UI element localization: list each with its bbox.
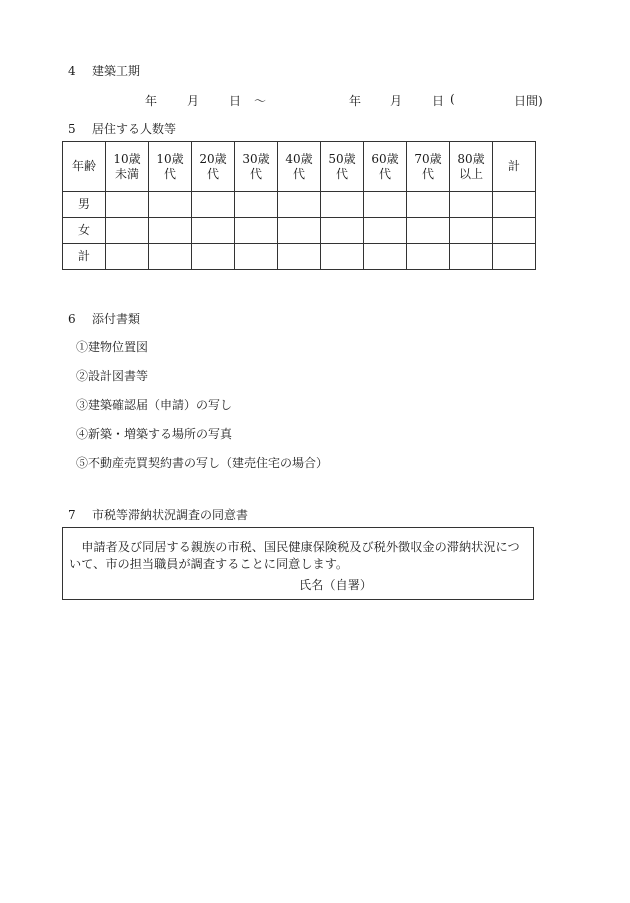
count-cell[interactable] <box>450 192 493 218</box>
header-text: 未満 <box>114 166 139 181</box>
table-row <box>63 218 536 244</box>
header-text: 代 <box>163 166 176 181</box>
start-year-label: 年 <box>145 94 158 108</box>
header-text: 70歳 <box>414 151 442 166</box>
section5-title: 居住する人数等 <box>92 122 177 136</box>
count-cell[interactable] <box>450 244 493 270</box>
count-cell[interactable] <box>407 218 450 244</box>
count-cell[interactable] <box>364 218 407 244</box>
table-header-cell <box>450 142 493 192</box>
header-text: 40歳 <box>285 151 313 166</box>
header-text: 年齢 <box>71 159 96 173</box>
table-header-cell <box>63 142 106 192</box>
table-header-cell <box>364 142 407 192</box>
count-cell[interactable] <box>493 192 536 218</box>
row-label: 女 <box>63 218 106 244</box>
section6-number: 6 <box>68 312 76 326</box>
count-cell[interactable] <box>278 192 321 218</box>
residents-by-age-table <box>62 141 536 270</box>
count-cell[interactable] <box>321 244 364 270</box>
section4-heading <box>68 62 140 79</box>
header-text: 50歳 <box>328 151 356 166</box>
consent-text: 申請者及び同居する親族の市税、国民健康保険税及び税外徴収金の滞納状況について、市の担当職員が調査することに同意します。 <box>69 540 520 571</box>
consent-box <box>62 527 534 600</box>
attachment-item: ②設計図書等 <box>76 369 149 383</box>
end-month-label: 月 <box>390 94 403 108</box>
count-cell[interactable] <box>192 218 235 244</box>
row-label: 男 <box>63 192 106 218</box>
header-text: 80歳 <box>457 151 485 166</box>
section7-number: 7 <box>68 508 76 522</box>
count-cell[interactable] <box>149 244 192 270</box>
start-month-label: 月 <box>187 94 200 108</box>
table-header-cell <box>149 142 192 192</box>
section5-heading <box>68 120 176 137</box>
row-label: 計 <box>63 244 106 270</box>
attachment-item: ①建物位置図 <box>76 340 149 354</box>
section6-heading <box>68 310 140 327</box>
count-cell[interactable] <box>493 218 536 244</box>
header-text: 10歳 <box>113 151 141 166</box>
period-tilde: ～ <box>254 94 267 108</box>
header-text: 20歳 <box>199 151 227 166</box>
count-cell[interactable] <box>149 218 192 244</box>
count-cell[interactable] <box>192 244 235 270</box>
table-header-cell <box>278 142 321 192</box>
count-cell[interactable] <box>149 192 192 218</box>
attachment-item: ④新築・増築する場所の写真 <box>76 427 233 441</box>
count-cell[interactable] <box>407 192 450 218</box>
header-text: 30歳 <box>242 151 270 166</box>
attachment-item: ⑤不動産売買契約書の写し（建売住宅の場合） <box>76 456 329 470</box>
table-row <box>63 244 536 270</box>
signature-label: 氏名（自署） <box>299 578 373 592</box>
table-header-cell <box>192 142 235 192</box>
count-cell[interactable] <box>106 244 149 270</box>
table-header-cell <box>106 142 149 192</box>
section5-number: 5 <box>68 122 76 136</box>
count-cell[interactable] <box>364 244 407 270</box>
header-text: 代 <box>421 166 434 181</box>
table-row <box>63 192 536 218</box>
section6-title: 添付書類 <box>92 312 141 326</box>
header-text: 以上 <box>458 166 483 181</box>
count-cell[interactable] <box>106 192 149 218</box>
count-cell[interactable] <box>364 192 407 218</box>
count-cell[interactable] <box>235 244 278 270</box>
section4-number: 4 <box>68 64 76 78</box>
table-header-cell <box>235 142 278 192</box>
count-cell[interactable] <box>321 192 364 218</box>
count-cell[interactable] <box>106 218 149 244</box>
count-cell[interactable] <box>493 244 536 270</box>
count-cell[interactable] <box>321 218 364 244</box>
header-text: 計 <box>507 159 520 173</box>
table-header-cell <box>493 142 536 192</box>
table-header-row <box>63 142 536 192</box>
count-cell[interactable] <box>235 218 278 244</box>
end-year-label: 年 <box>349 94 362 108</box>
count-cell[interactable] <box>235 192 278 218</box>
days-open-paren: ( <box>450 92 455 106</box>
count-cell[interactable] <box>278 244 321 270</box>
count-cell[interactable] <box>192 192 235 218</box>
header-text: 代 <box>292 166 305 181</box>
header-text: 60歳 <box>371 151 399 166</box>
header-text: 代 <box>378 166 391 181</box>
days-label: 日間) <box>514 94 543 108</box>
end-day-label: 日 <box>432 94 445 108</box>
section7-title: 市税等滞納状況調査の同意書 <box>92 508 249 522</box>
count-cell[interactable] <box>407 244 450 270</box>
start-day-label: 日 <box>229 94 242 108</box>
section7-heading <box>68 506 248 523</box>
table-header-cell <box>407 142 450 192</box>
header-text: 代 <box>206 166 219 181</box>
header-text: 10歳 <box>156 151 184 166</box>
attachment-item: ③建築確認届（申請）の写し <box>76 398 233 412</box>
section4-title: 建築工期 <box>92 64 141 78</box>
table-header-cell <box>321 142 364 192</box>
count-cell[interactable] <box>450 218 493 244</box>
count-cell[interactable] <box>278 218 321 244</box>
construction-period-line <box>0 92 630 108</box>
header-text: 代 <box>249 166 262 181</box>
header-text: 代 <box>335 166 348 181</box>
